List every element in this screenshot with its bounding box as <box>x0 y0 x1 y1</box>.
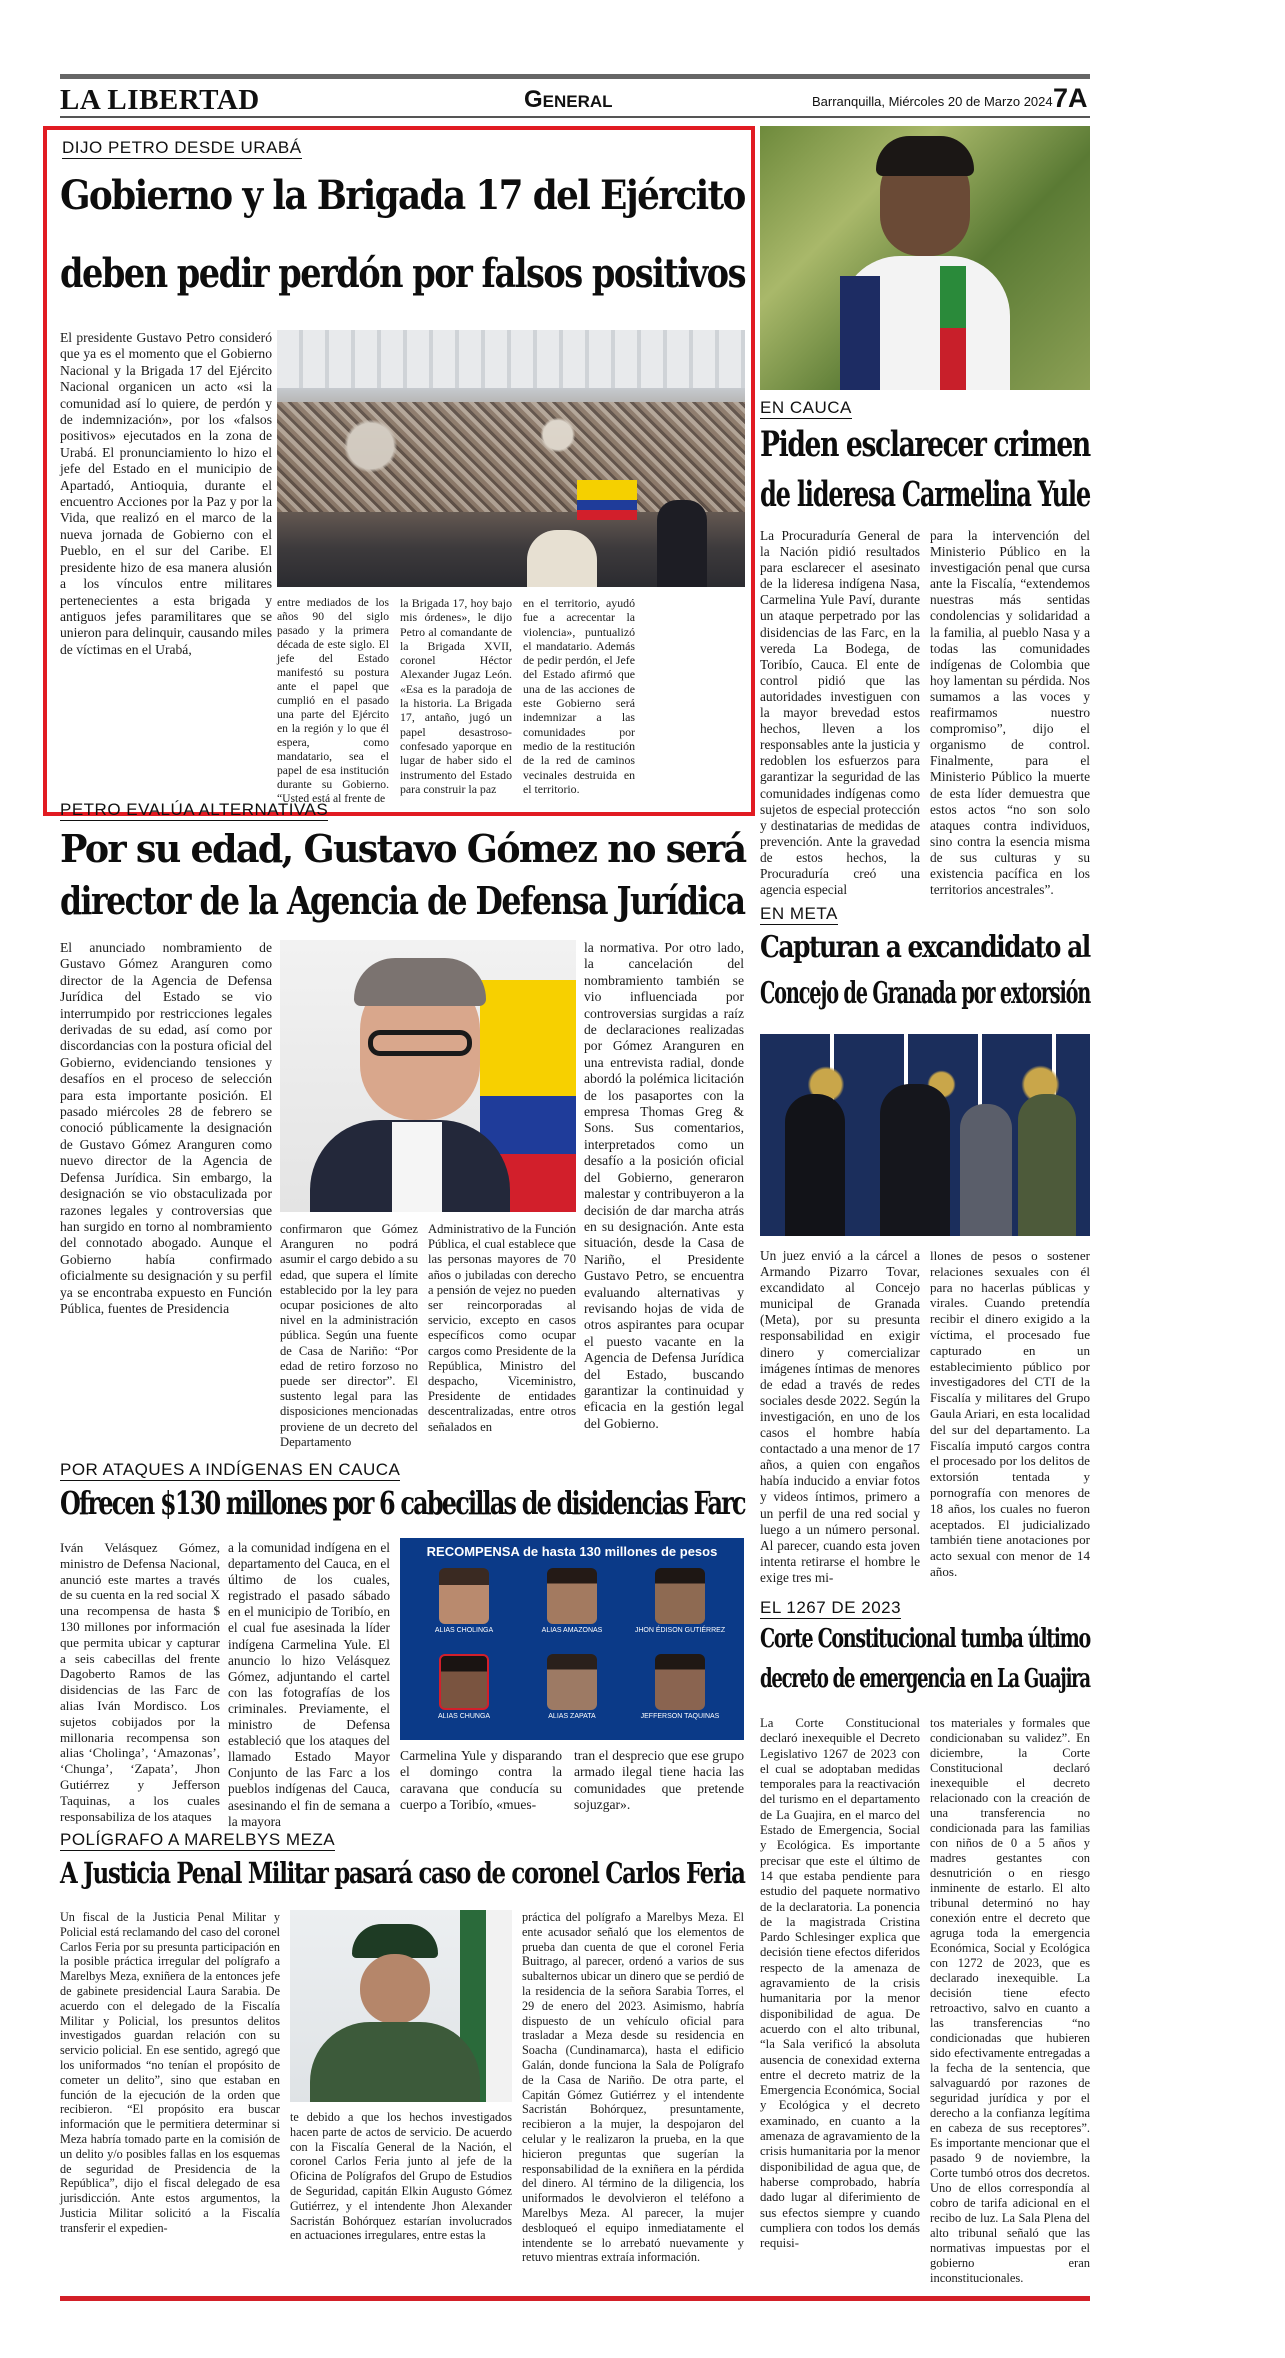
paper-name: LA LIBERTAD <box>60 84 260 116</box>
a2-col1-text: La Procuraduría General de la Nación pidió resultados para esclarecer el asesinato de la lideresa indígena Nasa, Carmelina Yule Paví, durante un ataque perpetrado por las disidencias de las Farc, en la vereda La Bodega, de Toribío, Cauca. El ente de control pidió que las autoridades investiguen con la mayor brevedad estos hechos, lleven a los responsables ante la justicia y redoblen los esfuerzos para garantizar la seguridad de las comunidades indígenas como sujetos de especial protección y destinatarias de medidas de prevención. Ante la gravedad de estos hechos, la Procuraduría creó una agencia especial <box>760 528 920 898</box>
a5-col2-text: a la comunidad indígena en el departamento del Cauca, en el último de los cuales, registrado el pasado sábado en el municipio de Toribío, en el cual fue asesinada la líder indígena Carmelina Yule. El anuncio lo hizo Velásquez Gómez, adjuntando el cartel con las fotografías de los criminales. Previamente, el ministro de Defensa estableció que los ataques del llamado Estado Mayor Conjunto de las Farc a los pueblos indígenas del Cauca, asesinando el fin de semana a la mayora <box>228 1540 390 1829</box>
a1-col3 <box>400 596 512 796</box>
a6-title-line1: Corte Constitucional tumba último <box>760 1624 1090 1654</box>
a6-col1 <box>760 1716 920 2251</box>
masthead-rule <box>60 116 1090 118</box>
mugshot <box>547 1568 597 1624</box>
a4-col1-text: Un juez envió a la cárcel a Armando Pizarro Tovar, excandidato al Concejo municipal de Granada (Meta), por su presunta responsabilidad en exigir dinero y comercializar imágenes íntimas de menores de edad a través de redes sociales desde 2022. Según la investigación, en uno de los casos el hombre había contactado a una menor de 17 años, a quien con engaños había inducido a enviar fotos y videos íntimos, primero a un perfil de una red social y luego a un número personal. Al parecer, cuando esta joven intenta retirarse el hombre le exige tres mi- <box>760 1248 920 1585</box>
portrait-scarf <box>940 266 966 390</box>
a3-col2 <box>280 1222 418 1450</box>
a1-col4-text: en el territorio, ayudó fue a acrecentar la violencia», puntualizó el mandatario. Además de pedir perdón, el Jefe del Estado afirmó que una de las acciones de este Gobierno será indemnizar a las comunidades por medio de la restitución de la red de caminos vecinales destruida en el territorio. <box>523 596 635 796</box>
a7-col1-text: Un fiscal de la Justicia Penal Militar y Policial está reclamando del caso del coronel Carlos Feria por su presunta participación en la posible práctica irregular del polígrafo a Marelbys Meza, exniñera de la entonces jefe de gabinete presidencial Laura Sarabia. De acuerdo con el delegado de la Fiscalía Militar y Policial, los presuntos delitos investigados guardan relación con su servicio policial. En ese sentido, agregó que los uniformados “no tenían el propósito de cometer un delito”, sino que estaban en función de la ejecución de la orden que recibieron. “El propósito era buscar información que le permitiera determinar si Meza habría tomado parte en la comisión de un delito y/o posibles fallas en los esquemas de seguridad de Presidencia de la República”, dijo el fiscal delegado de esa jurisdicción. Ante estos argumentos, la Justicia Militar solicitó a la Fiscalía transferir el expedien- <box>60 1910 280 2235</box>
dateline: Barranquilla, Miércoles 20 de Marzo 2024 <box>812 94 1053 109</box>
a7-col3 <box>522 1910 744 2265</box>
wanted-card <box>630 1568 730 1650</box>
a2-title-line2: de lideresa Carmelina Yule <box>760 474 1090 515</box>
a7-col2 <box>290 2110 512 2243</box>
uniform <box>310 2022 480 2102</box>
wanted-card <box>630 1654 730 1736</box>
a1-col1 <box>60 330 272 658</box>
mugshot-grid <box>414 1568 730 1736</box>
detainee <box>960 1104 1012 1236</box>
head-figure <box>527 530 597 587</box>
a2-col1 <box>760 528 920 898</box>
a5-title: Ofrecen $130 millones por 6 cabecillas de disidencias Farc <box>60 1484 745 1522</box>
a1-kicker: DIJO PETRO DESDE URABÁ <box>62 138 302 157</box>
a5-col3-text: Carmelina Yule y disparando el domingo contra la caravana que conducía su cuerpo a Toribío, «mues- <box>400 1748 562 1813</box>
soldier <box>1018 1094 1076 1236</box>
a3-col3 <box>428 1222 576 1435</box>
a2-col2 <box>930 528 1090 898</box>
wanted-name: ALIAS CHOLINGA <box>434 1627 494 1634</box>
officer-center <box>880 1084 950 1236</box>
a4-col2 <box>930 1248 1090 1580</box>
wanted-name: ALIAS ZAPATA <box>548 1713 596 1720</box>
poster-title: RECOMPENSA de hasta 130 millones de pesos <box>426 1544 718 1559</box>
arrest-photo <box>760 1034 1090 1236</box>
a4-title-line1: Capturan a excandidato al <box>760 930 1090 965</box>
a3-title-line1: Por su edad, Gustavo Gómez no será <box>60 826 746 871</box>
a1-col1-text: El presidente Gustavo Petro consideró que ya es el momento que el Gobierno Nacional y la Brigada 17 del Ejército Nacional organicen un acto «si la comunidad así lo quiere, de perdón y de indemnización», por los «falsos positivos» ejecutados en la zona de Urabá. El pronunciamiento lo hizo el jefe del Estado en el municipio de Apartadó, Antioquia, durante el encuentro Acciones por la Paz y por la Vida, que realizó en el marco de la nueva jornada de Gobierno con el Pueblo, en el sur del Caribe. El presidente hizo de esa manera alusión a los vínculos entre militares pertenecientes a esta brigada y antiguos jefes paramilitares que se unieron para delinquir, causando miles de víctimas en el Urabá, <box>60 330 272 657</box>
a4-kicker: EN META <box>760 904 838 923</box>
a3-col2-text: confirmaron que Gómez Aranguren no podrá asumir el cargo debido a su edad, que supera el límite establecido por la ley para ocupar posiciones de alto nivel en la administración pública. Según una fuente de Casa de Nariño: “Por edad de retiro forzoso no puede ser director”. El sustento legal para las disposiciones mencionadas proviene de un decreto del Departamento <box>280 1222 418 1449</box>
a6-col2 <box>930 1716 1090 2286</box>
a7-title: A Justicia Penal Militar pasará caso de coronel Carlos Feria <box>60 1856 745 1890</box>
a1-col2 <box>277 596 389 806</box>
speaker-figure <box>657 500 707 587</box>
wanted-name: JEFFERSON TAQUINAS <box>640 1713 720 1720</box>
a5-col1 <box>60 1540 220 1824</box>
a2-col2-text: para la intervención del Ministerio Público en la investigación penal que cursa ante la Fiscalía, “extendemos nuestras más sentidas condolencias y solidaridad a la familia, al pueblo Nasa y a todas las comunidades indígenas de Colombia que hoy lamentan su pérdida. Nos sumamos a las voces y reafirmamos nuestro compromiso”, dijo el organismo de control. Finalmente, para el Ministerio Público la muerte de esta líder demuestra que estos actos “no son solo ataques contra individuos, sino contra la esencia misma de sus culturas y su existencia pacífica en los territorios ancestrales”. <box>930 528 1090 898</box>
a5-kicker: POR ATAQUES A INDÍGENAS EN CAUCA <box>60 1460 401 1479</box>
wanted-name: ALIAS AMAZONAS <box>541 1627 603 1634</box>
cap <box>352 1924 438 1958</box>
a5-col4 <box>574 1748 744 1814</box>
a3-col4-text: la normativa. Por otro lado, la cancelación del nombramiento también se vio influenciada por controversias surgidas a raíz de declaraciones realizadas por Gómez Aranguren en una entrevista radial, donde abordó la polémica licitación de los pasaportes con la empresa Thomas Greg & Sons. Sus comentarios, interpretados como un desafío a la posición oficial del Gobierno, generaron malestar y contribuyeron a la decisión de dar marcha atrás en su designación. Ante esta situación, desde la Casa de Nariño, el Presidente Gustavo Petro, se encuentra evaluando alternativas y revisando hojas de vida de otros aspirantes para ocupar el puesto vacante en la Agencia de Defensa Jurídica del Estado, buscando garantizar la continuidad y eficacia en la gestión legal del Gobierno. <box>584 940 744 1431</box>
mugshot <box>547 1654 597 1710</box>
officer-left <box>785 1094 845 1236</box>
a6-title-line2: decreto de emergencia en La Guajira <box>760 1664 1090 1694</box>
petro-event-photo <box>277 330 745 587</box>
wanted-card <box>522 1654 622 1736</box>
a6-kicker: EL 1267 DE 2023 <box>760 1598 902 1617</box>
a2-kicker: EN CAUCA <box>760 398 852 417</box>
a5-col4-text: tran el desprecio que ese grupo armado ilegal tiene hacia las comunidades que pretende sojuzgar». <box>574 1748 744 1813</box>
carlos-feria-photo <box>290 1910 512 2102</box>
portrait-vest <box>840 276 880 390</box>
a1-col2-text: entre mediados de los años 90 del siglo pasado y la primera década de este siglo. El jefe del Estado manifestó su postura ante el papel que cumplió en el pasado una parte del Ejército en la región y lo que él espera, como mandatario, sea el papel de esa institución durante su Gobierno. “Usted está al frente de <box>277 596 389 805</box>
gustavo-gomez-photo <box>280 940 576 1212</box>
mugshot <box>655 1568 705 1624</box>
a1-title-line2: deben pedir perdón por falsos positivos <box>60 250 745 297</box>
a5-col2 <box>228 1540 390 1830</box>
wanted-card <box>522 1568 622 1650</box>
wanted-name: ALIAS CHUNGA <box>437 1713 491 1720</box>
wanted-card <box>414 1568 514 1650</box>
a4-col1 <box>760 1248 920 1586</box>
portrait-hair <box>876 136 974 176</box>
a1-title-line1: Gobierno y la Brigada 17 del Ejército <box>60 172 745 219</box>
glasses <box>368 1030 472 1056</box>
a7-col2-text: te debido a que los hechos investigados hacen parte de actos de servicio. De acuerdo con la Fiscalía General de la Nación, el coronel Carlos Feria junto al jefe de la Oficina de Polígrafos del Grupo de Estudios de Seguridad, capitán Elkin Augusto Gómez Gutiérrez, y el intendente Jhon Alexander Sacristán Bohórquez estarían involucrados en actuaciones irregulares, entre estas la <box>290 2110 512 2243</box>
a2-title-line1: Piden esclarecer crimen <box>760 424 1090 465</box>
a5-col3 <box>400 1748 562 1814</box>
a7-col1 <box>60 1910 280 2236</box>
crowd <box>277 402 745 512</box>
hair <box>354 958 486 1006</box>
a7-kicker: POLÍGRAFO A MARELBYS MEZA <box>60 1830 336 1849</box>
mugshot <box>439 1654 489 1710</box>
a7-col3-text: práctica del polígrafo a Marelbys Meza. El ente acusador señaló que los elementos de prueba dan cuenta de que el coronel Feria Buitrago, al parecer, ordenó a varios de sus subalternos ubicar un dinero que se perdió de la residencia de la señora Sarabia Torres, el 29 de enero del 2023. Asimismo, habría dispuesto de un vehículo oficial para trasladar a Meza desde su residencia en Soacha (Cundinamarca), hasta el edificio Galán, donde funciona la Sala de Polígrafo de la Casa de Nariño. De otra parte, el Capitán Gómez Gutiérrez y el intendente Sacristán Bohórquez, presuntamente, recibieron a la mujer, la despojaron del celular y le realizaron la prueba, en la que hicieron preguntas que sugerían la responsabilidad de la exniñera en la pérdida del dinero. Al término de la diligencia, los uniformados le devolvieron el teléfono a Marelbys Meza. Al parecer, la mujer desbloqueó el equipo inmediatamente el intendente se lo arrebató nuevamente y retuvo mientras extraía información. <box>522 1910 744 2265</box>
carmelina-yule-photo <box>760 126 1090 390</box>
a3-title-line2: director de la Agencia de Defensa Jurídica <box>60 878 745 923</box>
a3-col1-text: El anunciado nombramiento de Gustavo Gómez Aranguren como director de la Agencia de Defensa Jurídica del Estado se vio interrumpido por restricciones legales derivadas de su edad, así como por discordancias con la postura oficial del Gobierno, evidenciando tensiones y desafíos en el proceso de selección para esta importante posición. El pasado miércoles 28 de febrero se conoció públicamente la designación de Gustavo Gómez Aranguren como nuevo director de la Agencia de Defensa Jurídica. Sin embargo, la designación se vio obstaculizada por razones legales y controversias que han surgido en torno al nombramiento del connotado abogado. Aunque el Gobierno había confirmado oficialmente su designación y su perfil ya se encontraba expuesto en Función Pública, fuentes de Presidencia <box>60 940 272 1316</box>
a3-col4 <box>584 940 744 1432</box>
section-name: General <box>524 86 613 113</box>
face <box>360 1954 430 2024</box>
a3-col3-text: Administrativo de la Función Pública, el cual establece que las personas mayores de 70 años o jubiladas con derecho a pensión de vejez no pueden ser reincorporadas al servicio, excepto en casos específicos como ocupar cargos como Presidente de la República, Ministro del despacho, Viceministro, Presidente de entidades descentralizadas, entre otros señalados en <box>428 1222 576 1434</box>
a3-col1 <box>60 940 272 1317</box>
mugshot <box>655 1654 705 1710</box>
a4-title-line2: Concejo de Granada por extorsión <box>760 976 1091 1011</box>
page-number: 7A <box>1053 83 1088 113</box>
a3-kicker: PETRO EVALÚA ALTERNATIVAS <box>60 800 329 819</box>
a4-col2-text: llones de pesos o sostener relaciones sexuales con él para no hacerlas públicas y virales. Cuando pretendía recibir el dinero exigido a la víctima, el procesado fue capturado en un establecimiento público por investigadores del CTI de la Fiscalía y militares del Grupo Gaula Ariari, en esta localidad del sur del departamento. La Fiscalía imputó cargos contra el procesado por los delitos de extorsión tentada y pornografía con menores de 18 años, los cuales no fueron aceptados. El judicializado también tiene anotaciones por acto sexual con menor de 14 años. <box>930 1248 1090 1579</box>
top-rule <box>60 74 1090 79</box>
wanted-card <box>414 1654 514 1736</box>
shirt <box>392 1122 442 1212</box>
a1-col4 <box>523 596 635 796</box>
a6-col1-text: La Corte Constitucional declaró inexequible el Decreto Legislativo 1267 de 2023 con el cual se adoptaban medidas temporales para la reactivación del turismo en el departamento de La Guajira, en el marco del Estado de Emergencia, Social y Ecológica. Es importante precisar que este el último de 14 que estaba pendiente para estudio del paquete normativo de la declaratoria. La ponencia de la magistrada Cristina Pardo Schlesinger explica que decisión tiene efectos diferidos respecto de la amenaza de agravamiento de la crisis humanitaria por la menor disponibilidad de agua. De acuerdo con el alto tribunal, “la Sala verificó la absoluta ausencia de conexidad externa entre el decreto matriz de la Emergencia Económica, Social y Ecológica y el decreto examinado, en cuanto a la amenaza de agravamiento de la crisis humanitaria por la menor disponibilidad de agua que, de haberse comprobado, habría dado lugar al diferimiento de sus efectos siempre y cuando cumpliera con todos los demás requisi- <box>760 1716 920 2251</box>
a6-col2-text: tos materiales y formales que condicionaban su validez”. En diciembre, la Corte Constitucional declaró inexequible el decreto relacionado con la creación de una transferencia no condicionada para las familias con niños de 0 a 5 años y madres gestantes con desnutrición o en riesgo inminente de estarlo. El alto tribunal determinó no hay conexión entre el decreto que agruga toda la emergencia Económica, Social y Ecológica con 1272 de 2023, que es declarado inexequible. La decisión tiene efecto retroactivo, salvo en cuanto a las transferencias “no condicionadas que hubieren sido efectivamente entregadas a la fecha de la sentencia, que salvaguardó por razones de seguridad jurídica y por el derecho a la confianza legítima en cabeza de sus receptores”. Es importante mencionar que el pasado 9 de noviembre, la Corte tumbó otros dos decretos. Uno de ellos correspondía al cobro de tarifa adicional en el recibo de luz. La Sala Plena del alto tribunal señaló que las normativas impuestas por el gobierno eran inconstitucionales. <box>930 1716 1090 2285</box>
tent-roof <box>277 330 745 388</box>
bottom-rule <box>60 2296 1090 2301</box>
a1-col3-text: la Brigada 17, hoy bajo mis órdenes», le dijo Petro al comandante de la Brigada XVII, coronel Héctor Alexander Jugaz León. «Esa es la paradoja de la historia. La Brigada 17, antaño, jugó un papel desastroso-confesado yaporque en lugar de haber sido el instrumento del Estado para construir la paz <box>400 596 512 796</box>
reward-poster <box>400 1538 744 1740</box>
a5-col1-text: Iván Velásquez Gómez, ministro de Defensa Nacional, anunció este martes a través de su cuenta en la red social X una recompensa de hasta $ 130 millones por información que permita ubicar y capturar a seis cabecillas del frente Dagoberto Ramos de las disidencias de las Farc de alias Iván Mordisco. Los sujetos cobijados por la millonaria recompensa son alias ‘Cholinga’, ‘Amazonas’, ‘Chunga’, ‘Zapata’, Jhon Gutiérrez y Jefferson Taquinas, a los cuales responsabiliza de los ataques <box>60 1540 220 1824</box>
wanted-name: JHON ÉDISON GUTIÉRREZ <box>634 1627 726 1634</box>
stage-flags <box>577 480 637 520</box>
mugshot <box>439 1568 489 1624</box>
